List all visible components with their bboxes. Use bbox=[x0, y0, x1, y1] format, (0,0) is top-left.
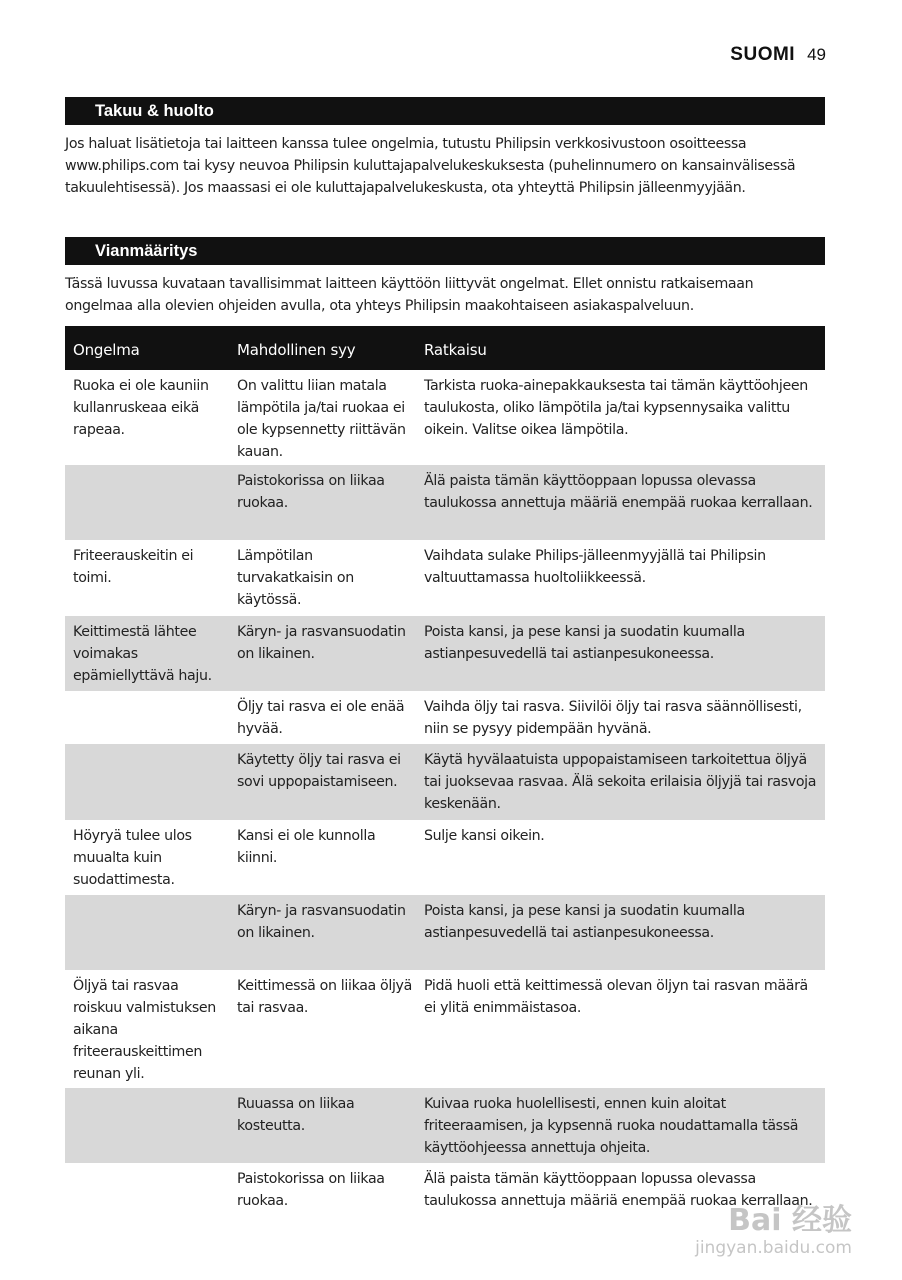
cause-cell: Paistokorissa on liikaa ruokaa. bbox=[237, 1171, 385, 1209]
table-row bbox=[65, 540, 825, 616]
table-row bbox=[65, 465, 825, 540]
table-row bbox=[65, 970, 825, 1088]
problem-cell bbox=[65, 895, 229, 970]
watermark bbox=[695, 1204, 852, 1258]
solution-cell: Pidä huoli että keittimessä olevan öljyn tai rasvan määrä ei ylitä enimmäistasoa. bbox=[424, 978, 808, 1016]
problem-cell bbox=[65, 1163, 229, 1238]
header-problem: Ongelma bbox=[65, 326, 229, 370]
solution-cell: Kuivaa ruoka huolellisesti, ennen kuin aloitat friteeraamisen, ja kypsennä ruoka noudattamalla tässä käyttöohjeessa annettuja ohjeita. bbox=[416, 1088, 825, 1163]
problem-cell: Friteerauskeitin ei toimi. bbox=[73, 548, 194, 586]
problem-cell bbox=[65, 1088, 229, 1163]
watermark-url: jingyan.baidu.com bbox=[695, 1238, 852, 1258]
table-row bbox=[65, 744, 825, 820]
solution-cell: Käytä hyvälaatuista uppopaistamiseen tarkoitettua öljyä tai juoksevaa rasvaa. Älä sekoita erilaisia öljyjä tai rasvoja keskenään. bbox=[416, 744, 825, 820]
cause-cell: Käryn- ja rasvansuodatin on likainen. bbox=[229, 895, 416, 970]
problem-cell: Keittimestä lähtee voimakas epämiellyttävä haju. bbox=[65, 616, 229, 691]
table-row bbox=[65, 616, 825, 691]
page-number: 49 bbox=[807, 45, 826, 64]
table-row bbox=[65, 370, 825, 465]
solution-cell: Tarkista ruoka-ainepakkauksesta tai tämän käyttöohjeen taulukosta, oliko lämpötila ja/tai kypsennysaika valittu oikein. Valitse oikea lämpötila. bbox=[424, 378, 808, 438]
warranty-text: Jos haluat lisätietoja tai laitteen kanssa tulee ongelmia, tutustu Philipsin verkkosivustoon osoitteessa www.philips.com tai kysy neuvoa Philipsin kuluttajapalvelukeskuksesta (puhelinnumero on kansainvälisessä takuulehtisessä). Jos maassasi ei ole kuluttajapalvelukeskusta, ota yhteyttä Philipsin jälleenmyyjään. bbox=[65, 136, 796, 196]
problem-cell bbox=[65, 465, 229, 540]
cause-cell: Öljy tai rasva ei ole enää hyvää. bbox=[237, 699, 405, 737]
table-row bbox=[65, 691, 825, 744]
language-label: SUOMI bbox=[730, 44, 796, 65]
cause-cell: Käytetty öljy tai rasva ei sovi uppopaistamiseen. bbox=[229, 744, 416, 820]
solution-cell: Älä paista tämän käyttöoppaan lopussa olevassa taulukossa annettuja määriä enempää ruokaa kerrallaan. bbox=[416, 465, 825, 540]
problem-cell: Öljyä tai rasvaa roiskuu valmistuksen aikana friteerauskeittimen reunan yli. bbox=[73, 978, 216, 1082]
watermark-logo-text: Bai 经验 bbox=[728, 1203, 852, 1238]
table-row bbox=[65, 895, 825, 970]
problem-cell bbox=[65, 744, 229, 820]
solution-cell: Sulje kansi oikein. bbox=[424, 828, 545, 844]
problem-cell bbox=[65, 691, 229, 744]
page-header bbox=[730, 44, 826, 66]
troubleshooting-table bbox=[65, 326, 825, 1238]
problem-cell: Ruoka ei ole kauniin kullanruskeaa eikä rapeaa. bbox=[73, 378, 209, 438]
cause-cell: Keittimessä on liikaa öljyä tai rasvaa. bbox=[237, 978, 412, 1016]
solution-cell: Vaihdata sulake Philips-jälleenmyyjällä tai Philipsin valtuuttamassa huoltoliikkeessä. bbox=[424, 548, 766, 586]
cause-cell: Kansi ei ole kunnolla kiinni. bbox=[237, 828, 376, 866]
table-row bbox=[65, 820, 825, 895]
cause-cell: Ruuassa on liikaa kosteutta. bbox=[229, 1088, 416, 1163]
header-solution: Ratkaisu bbox=[416, 326, 825, 370]
problem-cell: Höyryä tulee ulos muualta kuin suodattimesta. bbox=[73, 828, 192, 888]
table-row bbox=[65, 1088, 825, 1163]
section-title-warranty: Takuu & huolto bbox=[65, 97, 825, 125]
cause-cell: Paistokorissa on liikaa ruokaa. bbox=[229, 465, 416, 540]
solution-cell: Poista kansi, ja pese kansi ja suodatin kuumalla astianpesuvedellä tai astianpesukoneessa. bbox=[416, 895, 825, 970]
cause-cell: Käryn- ja rasvansuodatin on likainen. bbox=[229, 616, 416, 691]
solution-cell: Vaihda öljy tai rasva. Siivilöi öljy tai rasva säännöllisesti, niin se pysyy pidempään hyvänä. bbox=[424, 699, 802, 737]
cause-cell: On valittu liian matala lämpötila ja/tai ruokaa ei ole kypsennetty riittävän kauan. bbox=[237, 378, 406, 460]
section-title-troubleshooting: Vianmääritys bbox=[65, 237, 825, 265]
troubleshooting-intro: Tässä luvussa kuvataan tavallisimmat laitteen käyttöön liittyvät ongelmat. Ellet onnistu ratkaisemaan ongelmaa alla olevien ohjeiden avulla, ota yhteys Philipsin maakohtaiseen asiakaspalveluun. bbox=[65, 276, 754, 314]
solution-cell: Poista kansi, ja pese kansi ja suodatin kuumalla astianpesuvedellä tai astianpesukoneessa. bbox=[416, 616, 825, 691]
cause-cell: Lämpötilan turvakatkaisin on käytössä. bbox=[237, 548, 354, 608]
solution-cell: Älä paista tämän käyttöoppaan lopussa olevassa taulukossa annettuja määriä enempää ruokaa kerrallaan. bbox=[424, 1171, 813, 1209]
table-header-row bbox=[65, 326, 825, 370]
header-cause: Mahdollinen syy bbox=[229, 326, 416, 370]
